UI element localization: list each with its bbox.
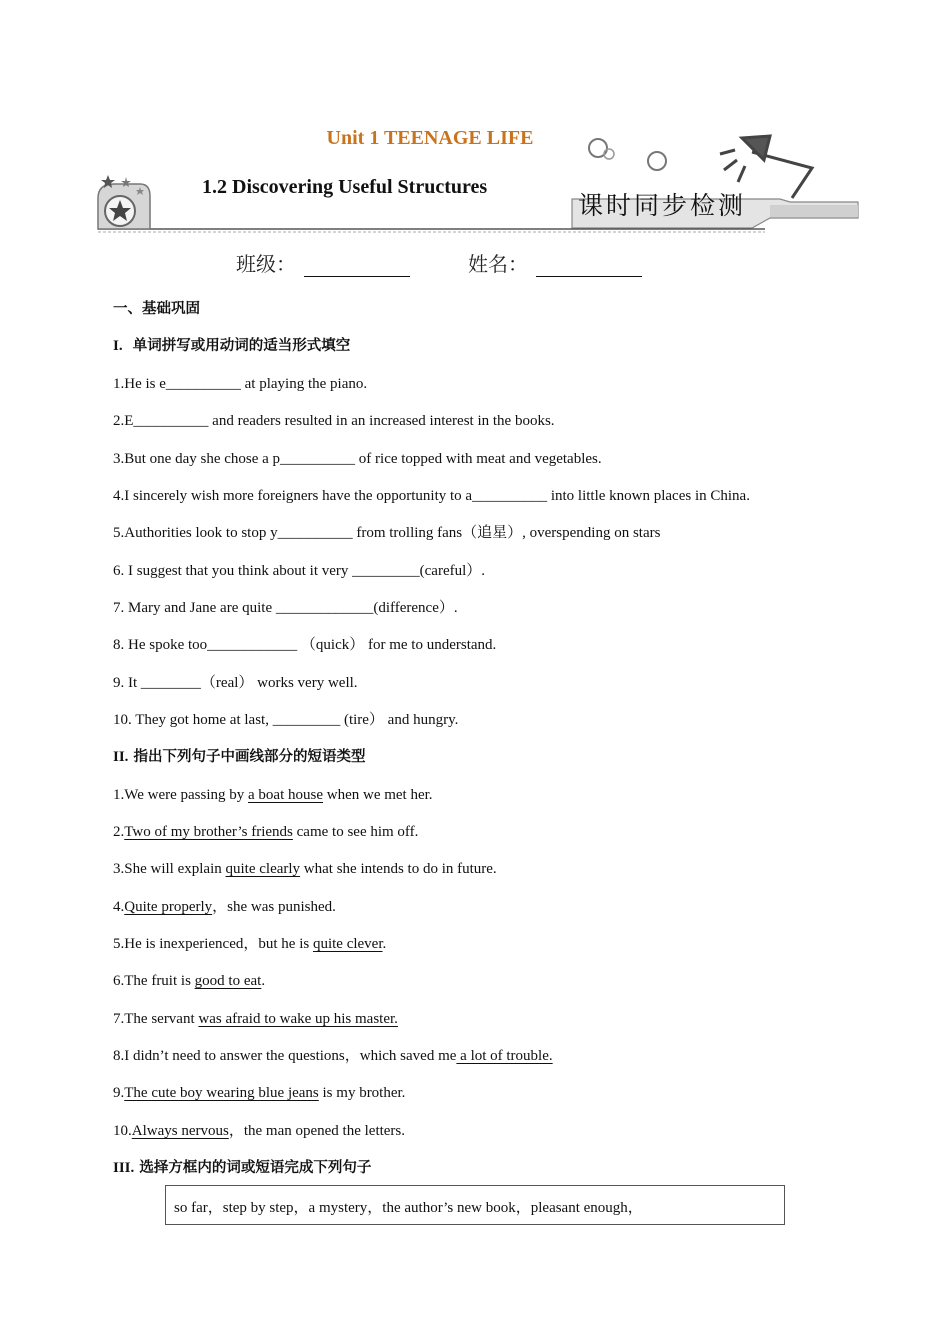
question-item: 3.She will explain quite clearly what she intends to do in future. (113, 861, 497, 877)
underlined-phrase: quite clever (312, 936, 383, 952)
part2-heading (113, 747, 366, 767)
underlined-phrase: was afraid to wake up his master. (198, 1011, 398, 1027)
question-item: 2.E__________ and readers resulted in an increased interest in the books. (113, 413, 555, 429)
question-item: 10. They got home at last, _________ (tire） and hungry. (113, 712, 459, 728)
question-item: 1.He is e__________ at playing the piano. (113, 376, 368, 392)
part1-title: 单词拼写或用动词的适当形式填空 (132, 338, 351, 354)
question-item: 10.Always nervous，the man opened the letters. (113, 1123, 406, 1139)
class-blank[interactable] (304, 254, 410, 277)
part2-title: 指出下列句子中画线部分的短语类型 (133, 749, 366, 765)
question-item: 1.We were passing by a boat house when we met her. (113, 787, 433, 803)
bubble-icon (648, 152, 666, 170)
question-item: 9.The cute boy wearing blue jeans is my brother. (113, 1085, 406, 1101)
question-item: 4.I sincerely wish more foreigners have the opportunity to a__________ into little known places in China. (113, 488, 750, 504)
underlined-phrase: The cute boy wearing blue jeans (124, 1085, 319, 1101)
question-item: 7.The servant was afraid to wake up his master. (113, 1011, 398, 1027)
question-item: 9. It ________（real） works very well. (113, 675, 358, 691)
question-item: 5.Authorities look to stop y__________ from trolling fans（追星）, overspending on stars (113, 525, 661, 541)
name-field (468, 248, 642, 277)
underlined-phrase: a lot of trouble. (456, 1048, 553, 1064)
banner-label: 课时同步检测 (578, 191, 747, 220)
question-item: 7. Mary and Jane are quite _____________(difference）. (113, 600, 458, 616)
lesson-title: 1.2 Discovering Useful Structures (202, 176, 488, 198)
underlined-phrase: a boat house (248, 787, 323, 803)
part2-roman: II. (113, 749, 129, 765)
question-item: 3.But one day she chose a p__________ of rice topped with meat and vegetables. (113, 451, 602, 467)
part1-roman: I. (113, 338, 123, 354)
star-badge-icon (98, 175, 150, 229)
underlined-phrase: Quite properly (124, 899, 213, 915)
part1-heading (113, 336, 350, 356)
question-item: 2.Two of my brother’s friends came to see him off. (113, 824, 419, 840)
question-item: 6.The fruit is good to eat. (113, 973, 266, 989)
part3-heading (113, 1158, 371, 1178)
underlined-phrase: good to eat (194, 973, 262, 989)
question-item: 8.I didn’t need to answer the questions，which saved me a lot of trouble. (113, 1048, 553, 1064)
name-label: 姓名： (468, 252, 528, 276)
underlined-phrase: Two of my brother’s friends (124, 824, 293, 840)
underlined-phrase: quite clearly (225, 861, 301, 877)
word-box-text: so far，step by step，a mystery，the author’s new book，pleasant enough， (174, 1200, 643, 1216)
part3-title: 选择方框内的词或短语完成下列句子 (139, 1160, 372, 1176)
underlined-phrase: Always nervous (131, 1123, 229, 1139)
header-banner-graphic (0, 0, 950, 240)
question-item: 5.He is inexperienced，but he is quite clever. (113, 936, 387, 952)
name-blank[interactable] (536, 254, 642, 277)
unit-title: Unit 1 TEENAGE LIFE (326, 127, 534, 149)
question-item: 8. He spoke too____________ （quick） for me to understand. (113, 637, 497, 653)
class-label: 班级： (236, 252, 296, 276)
section-title: 一、基础巩固 (113, 301, 200, 317)
part3-roman: III. (113, 1160, 135, 1176)
question-item: 6. I suggest that you think about it very _________(careful）. (113, 563, 486, 579)
class-field (236, 248, 410, 277)
question-item: 4.Quite properly，she was punished. (113, 899, 336, 915)
